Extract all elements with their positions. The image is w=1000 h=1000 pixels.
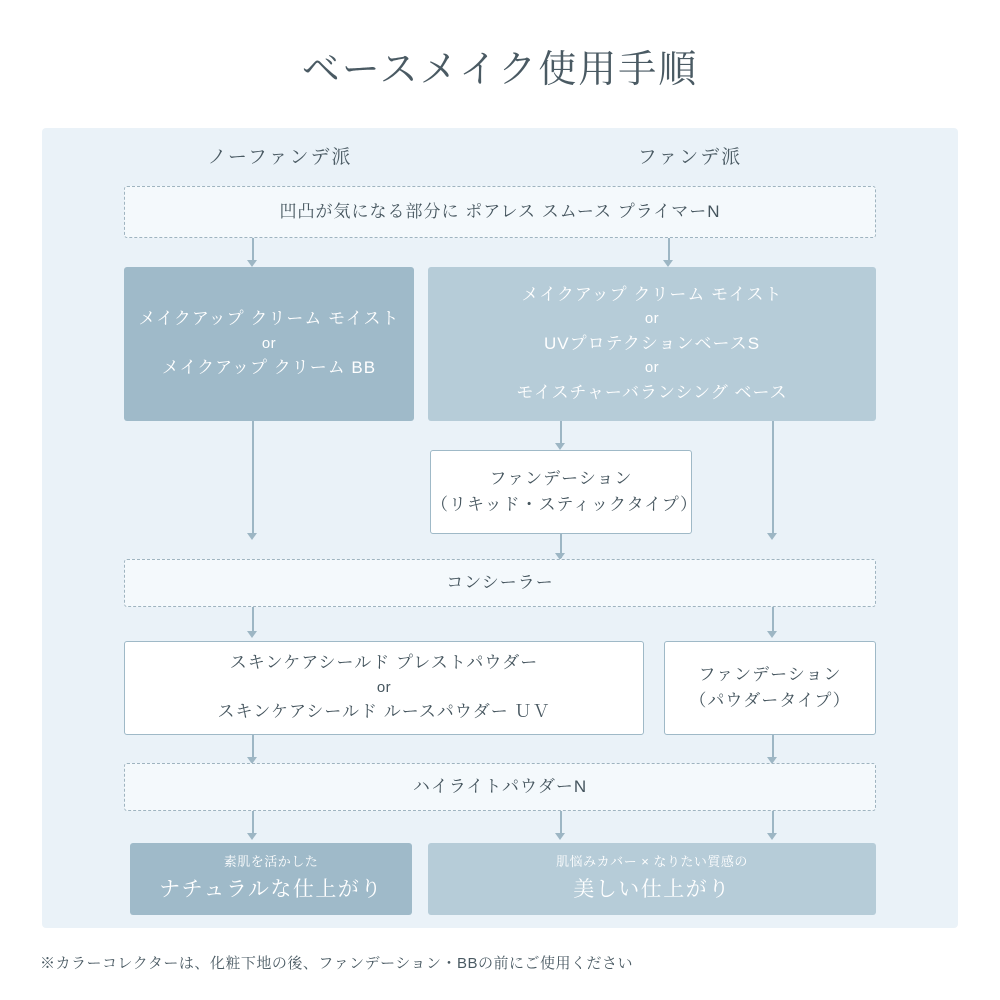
- step-highlight: ハイライトパウダーN: [124, 763, 876, 811]
- step-powder: スキンケアシールド プレストパウダー or スキンケアシールド ルースパウダー ＵＶ: [124, 641, 644, 735]
- column-header-left: ノーファンデ派: [207, 147, 353, 168]
- connector-left-base-to-concealer: [252, 421, 254, 537]
- arrow-primer-right: [663, 260, 673, 267]
- footnote: ※カラーコレクターは、化粧下地の後、ファンデーション・BBの前にご使用ください: [40, 955, 634, 972]
- column-header-right: ファンデ派: [637, 147, 743, 168]
- connector-right-base-to-concealer: [772, 421, 774, 537]
- step-concealer: コンシーラー: [124, 559, 876, 607]
- arrow-highlight-left: [247, 833, 257, 840]
- arrow-left-base-to-concealer: [247, 533, 257, 540]
- page-title: ベースメイク使用手順: [301, 49, 699, 91]
- step-left-base: メイクアップ クリーム モイスト or メイクアップ クリーム BB: [124, 267, 414, 421]
- arrow-primer-left: [247, 260, 257, 267]
- step-foundation-liquid: ファンデーション （リキッド・スティックタイプ）: [430, 450, 692, 534]
- arrow-right-base-to-concealer: [767, 533, 777, 540]
- step-foundation-powder: ファンデーション （パウダータイプ）: [664, 641, 876, 735]
- arrow-concealer-right: [767, 631, 777, 638]
- arrow-highlight-right: [767, 833, 777, 840]
- result-left: 素肌を活かした ナチュラルな仕上がり: [130, 843, 412, 915]
- result-right: 肌悩みカバー × なりたい質感の 美しい仕上がり: [428, 843, 876, 915]
- arrow-highlight-mid: [555, 833, 565, 840]
- step-primer: 凹凸が気になる部分に ポアレス スムース プライマーN: [124, 186, 876, 238]
- step-right-base: メイクアップ クリーム モイスト or UVプロテクションベースS or モイスチャーバランシング ベース: [428, 267, 876, 421]
- arrow-concealer-left: [247, 631, 257, 638]
- arrow-right-base-to-foundation: [555, 443, 565, 450]
